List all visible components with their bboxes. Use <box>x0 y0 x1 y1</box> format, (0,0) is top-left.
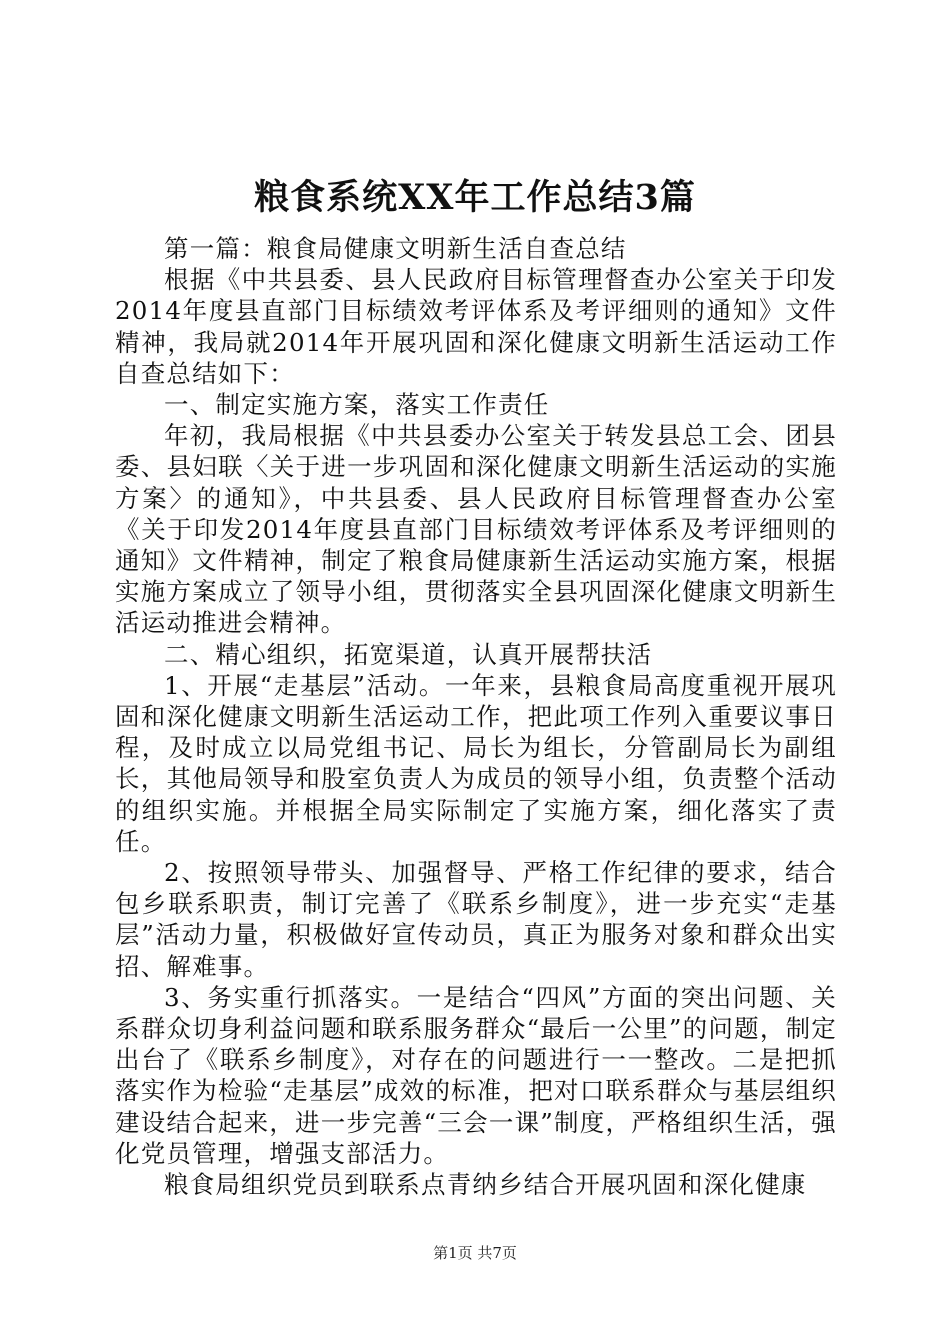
section-heading: 二、精心组织，拓宽渠道，认真开展帮扶活 <box>164 639 653 669</box>
document-body <box>115 233 837 1200</box>
document-title: 粮食系统XX年工作总结3篇 <box>254 177 696 218</box>
paragraph: 粮食局组织党员到联系点青纳乡结合开展巩固和深化健康 <box>164 1170 807 1200</box>
paragraph: 根据《中共县委、县人民政府目标管理督查办公室关于印发2014年度县直部门目标绩效考评体系及考评细则的通知》文件精神，我局就2014年开展巩固和深化健康文明新生活运动工作自查总结如下： <box>115 265 837 388</box>
page-number: 第1页 共7页 <box>433 1244 517 1262</box>
section-heading: 第一篇：粮食局健康文明新生活自查总结 <box>164 234 627 263</box>
paragraph: 年初，我局根据《中共县委办公室关于转发县总工会、团县委、县妇联〈关于进一步巩固和深化健康文明新生活运动的实施方案〉的通知》，中共县委、县人民政府目标管理督查办公室《关于印发2014年度县直部门目标绩效考评体系及考评细则的通知》文件精神，制定了粮食局健康新生活运动实施方案，根据实施方案成立了领导小组，贯彻落实全县巩固深化健康文明新生活运动推进会精神。 <box>115 421 837 638</box>
section-heading: 一、制定实施方案，落实工作责任 <box>164 390 550 420</box>
paragraph: 1、开展“走基层”活动。一年来，县粮食局高度重视开展巩固和深化健康文明新生活运动工作，把此项工作列入重要议事日程，及时成立以局党组书记、局长为组长，分管副局长为副组长，其他局领导和股室负责人为成员的领导小组，负责整个活动的组织实施。并根据全局实际制定了实施方案，细化落实了责任。 <box>115 670 837 856</box>
paragraph: 3、务实重行抓落实。一是结合“四风”方面的突出问题、关系群众切身利益问题和联系服务群众“最后一公里”的问题，制定出台了《联系乡制度》，对存在的问题进行一一整改。二是把抓落实作为检验“走基层”成效的标准，把对口联系群众与基层组织建设结合起来，进一步完善“三会一课”制度，严格组织生活，强化党员管理，增强支部活力。 <box>115 982 837 1168</box>
paragraph: 2、按照领导带头、加强督导、严格工作纪律的要求，结合包乡联系职责，制订完善了《联系乡制度》，进一步充实“走基层”活动力量，积极做好宣传动员，真正为服务对象和群众出实招、解难事。 <box>115 858 837 981</box>
